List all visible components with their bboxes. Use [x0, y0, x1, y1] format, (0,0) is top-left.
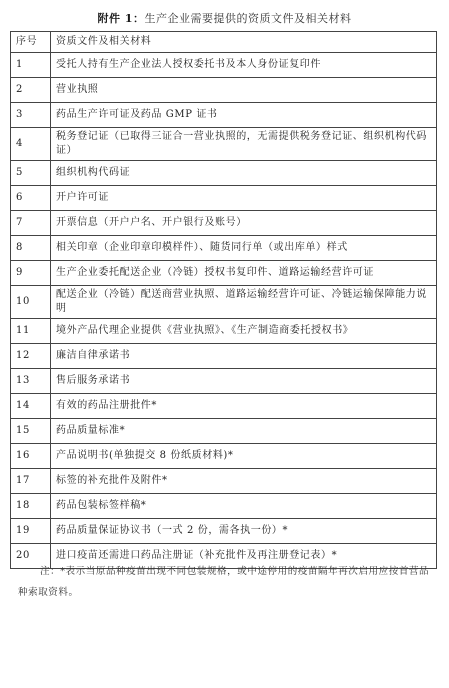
row-number: 20 [11, 544, 51, 569]
table-row [11, 236, 437, 261]
row-text: 药品质量标准* [51, 419, 437, 444]
row-number: 17 [11, 469, 51, 494]
table-row [11, 494, 437, 519]
table-header-row [11, 32, 437, 53]
table-row [11, 211, 437, 236]
row-text: 开票信息（开户户名、开户银行及账号） [51, 211, 437, 236]
page-title [0, 10, 449, 26]
row-text: 开户许可证 [51, 186, 437, 211]
row-number: 19 [11, 519, 51, 544]
row-text: 税务登记证（已取得三证合一营业执照的，无需提供税务登记证、组织机构代码证） [51, 128, 437, 161]
table-row [11, 469, 437, 494]
row-number: 11 [11, 319, 51, 344]
row-number: 15 [11, 419, 51, 444]
table-row [11, 161, 437, 186]
header-number: 序号 [11, 32, 51, 53]
row-text: 药品生产许可证及药品 GMP 证书 [51, 103, 437, 128]
table-row [11, 103, 437, 128]
row-number: 10 [11, 286, 51, 319]
row-number: 7 [11, 211, 51, 236]
table-row [11, 261, 437, 286]
row-number: 14 [11, 394, 51, 419]
row-text: 相关印章（企业印章印模样件）、随货同行单（或出库单）样式 [51, 236, 437, 261]
table-row [11, 319, 437, 344]
title-prefix: 附件 1： [97, 12, 145, 25]
row-text: 组织机构代码证 [51, 161, 437, 186]
row-number: 16 [11, 444, 51, 469]
header-materials: 资质文件及相关材料 [51, 32, 437, 53]
row-text: 配送企业（冷链）配送商营业执照、道路运输经营许可证、冷链运输保障能力说明 [51, 286, 437, 319]
row-text: 产品说明书(单独提交 8 份纸质材料)* [51, 444, 437, 469]
row-text: 营业执照 [51, 78, 437, 103]
title-text: 生产企业需要提供的资质文件及相关材料 [144, 12, 352, 25]
row-text: 药品包装标签样稿* [51, 494, 437, 519]
row-number: 9 [11, 261, 51, 286]
row-text: 标签的补充批件及附件* [51, 469, 437, 494]
footnote: 注：*表示当原品种疫苗出现不同包装规格，或中途停用的疫苗隔年再次启用应按首营品种索取资料。 [18, 566, 430, 598]
row-text: 廉洁自律承诺书 [51, 344, 437, 369]
row-number: 12 [11, 344, 51, 369]
table-row [11, 286, 437, 319]
row-text: 药品质量保证协议书（一式 2 份，需各执一份）* [51, 519, 437, 544]
row-text: 进口疫苗还需进口药品注册证（补充批件及再注册登记表）* [51, 544, 437, 569]
row-number: 6 [11, 186, 51, 211]
table-row [11, 394, 437, 419]
table-row [11, 344, 437, 369]
row-number: 8 [11, 236, 51, 261]
table-row [11, 53, 437, 78]
row-text: 受托人持有生产企业法人授权委托书及本人身份证复印件 [51, 53, 437, 78]
row-number: 18 [11, 494, 51, 519]
row-text: 有效的药品注册批件* [51, 394, 437, 419]
table-row [11, 78, 437, 103]
row-number: 3 [11, 103, 51, 128]
table-row [11, 519, 437, 544]
row-text: 生产企业委托配送企业（冷链）授权书复印件、道路运输经营许可证 [51, 261, 437, 286]
row-text: 售后服务承诺书 [51, 369, 437, 394]
table-row [11, 128, 437, 161]
table-row [11, 369, 437, 394]
table-row [11, 186, 437, 211]
row-text: 境外产品代理企业提供《营业执照》、《生产制造商委托授权书》 [51, 319, 437, 344]
row-number: 5 [11, 161, 51, 186]
row-number: 1 [11, 53, 51, 78]
table-row [11, 444, 437, 469]
table-row [11, 419, 437, 444]
row-number: 2 [11, 78, 51, 103]
row-number: 4 [11, 128, 51, 161]
materials-table [10, 31, 437, 569]
row-number: 13 [11, 369, 51, 394]
